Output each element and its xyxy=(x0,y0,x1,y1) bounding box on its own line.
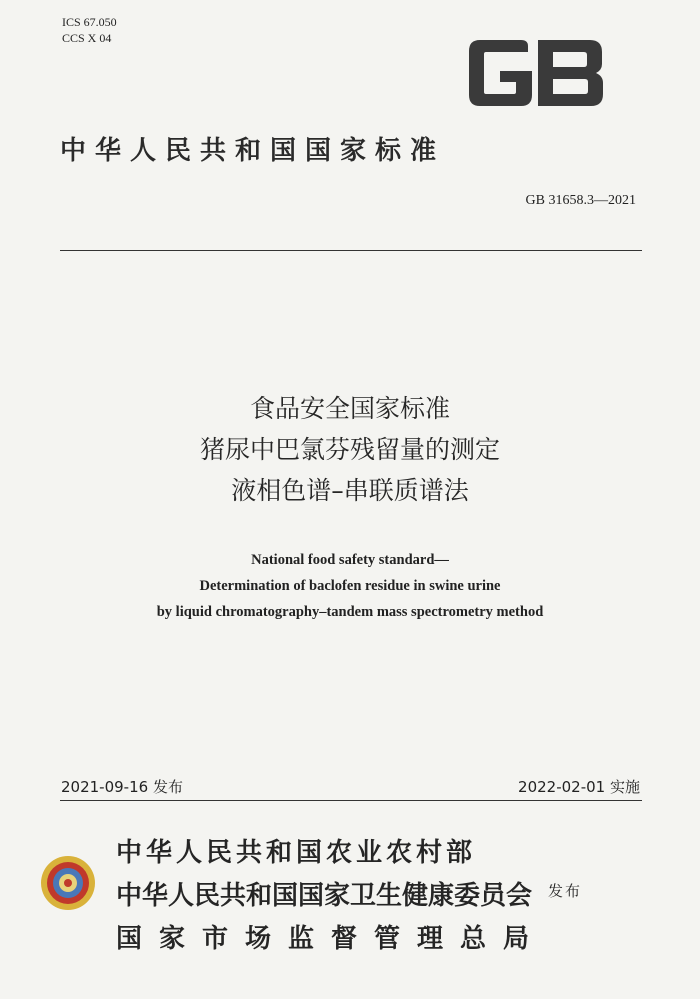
implementation-date: 2022-02-01 实施 xyxy=(518,778,640,796)
standard-number: GB 31658.3—2021 xyxy=(525,193,636,208)
english-title xyxy=(0,547,700,625)
national-emblem-icon xyxy=(40,855,96,911)
issue-date: 2021-09-16 发布 xyxy=(61,778,183,796)
issuer-nhc: 中华人民共和国国家卫生健康委员会 xyxy=(116,881,533,911)
header-divider xyxy=(60,250,642,251)
english-title-line-2: Determination of baclofen residue in swine urine xyxy=(199,578,501,594)
classification-codes xyxy=(62,14,117,46)
english-title-line-1: National food safety standard— xyxy=(251,552,449,568)
english-title-line-3: by liquid chromatography–tandem mass spectrometry method xyxy=(156,604,544,620)
standard-type-title: 中华人民共和国国家标准 xyxy=(60,136,446,166)
issuer-samr: 国家市场监督管理总局 xyxy=(116,924,547,954)
publish-label: 发布 xyxy=(548,882,583,900)
ccs-code: CCS X 04 xyxy=(62,31,112,45)
footer-divider xyxy=(60,800,642,801)
ics-code: ICS 67.050 xyxy=(62,15,117,29)
chinese-title-line-2: 猪尿中巴氯芬残留量的测定 xyxy=(199,435,500,464)
issuing-authorities xyxy=(116,832,546,961)
gb-logo xyxy=(466,38,606,108)
issuer-moa: 中华人民共和国农业农村部 xyxy=(116,838,477,868)
chinese-title xyxy=(0,388,700,511)
chinese-title-line-3: 液相色谱–串联质谱法 xyxy=(231,476,469,505)
chinese-title-line-1: 食品安全国家标准 xyxy=(249,394,450,423)
